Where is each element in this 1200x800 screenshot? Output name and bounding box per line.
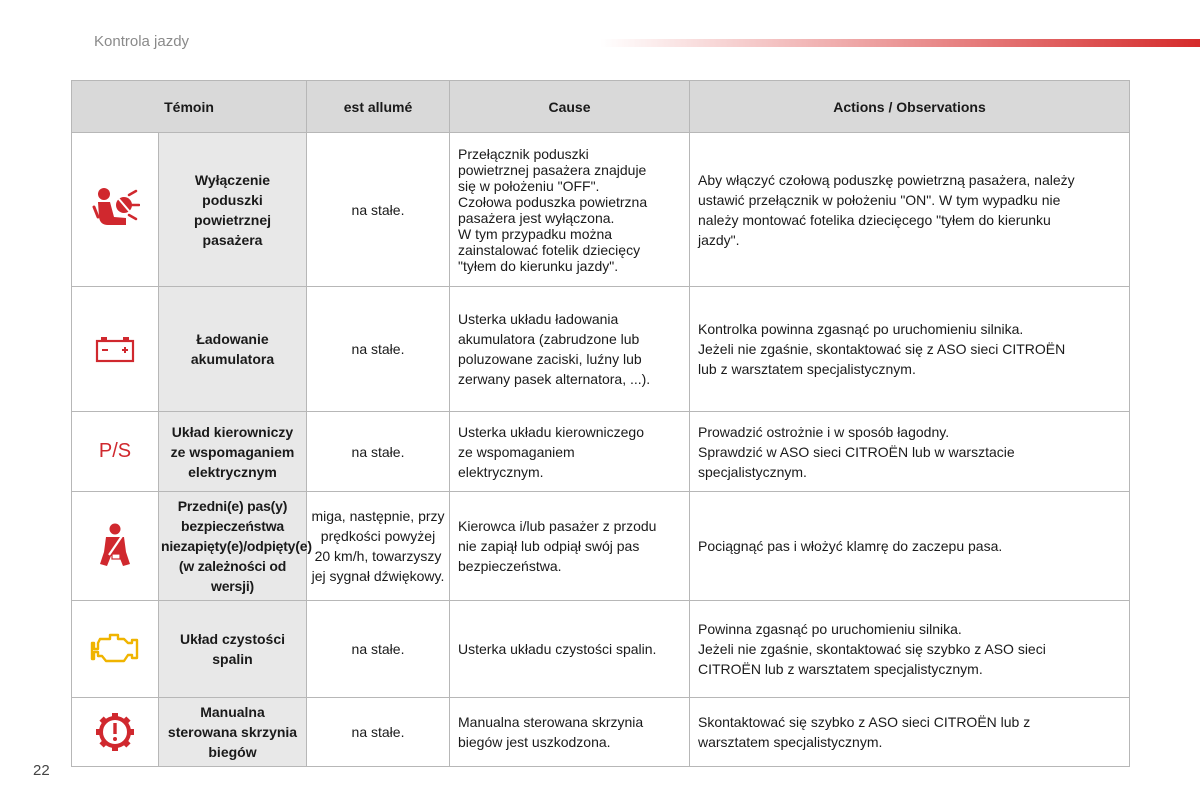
row-lit-status: na stałe. <box>307 412 450 492</box>
column-header-cause: Cause <box>450 81 690 133</box>
power-steering-icon: P/S <box>98 440 132 462</box>
column-header-est-allume: est allumé <box>307 81 450 133</box>
name-line: bezpieczeństwa <box>180 518 284 534</box>
row-name: Wyłączenie poduszki powietrznej pasażera <box>159 133 307 287</box>
table-row <box>72 287 1130 412</box>
lit-line: jej sygnał dźwiękowy. <box>311 568 445 584</box>
icon-cell <box>72 601 159 698</box>
table-row <box>72 698 1130 767</box>
cause-line: bezpieczeństwa. <box>458 558 562 574</box>
icon-cell <box>72 698 159 767</box>
icon-cell <box>72 492 159 601</box>
row-name: Układ kierowniczy ze wspomaganiem elektrycznym <box>159 412 307 492</box>
cause-line: Przełącznik poduszki <box>458 145 589 162</box>
table-row <box>72 412 1130 492</box>
table-row <box>72 601 1130 698</box>
action-line: Prowadzić ostrożnie i w sposób łagodny. <box>698 423 950 440</box>
cause-line: zerwany pasek alternatora, ...). <box>458 371 651 387</box>
name-line: (w zależności od wersji) <box>178 558 287 594</box>
action-line: specjalistycznym. <box>698 463 807 480</box>
action-line: lub z warsztatem specjalistycznym. <box>698 361 916 377</box>
action-line: Powinna zgasnąć po uruchomieniu silnika. <box>698 621 962 637</box>
row-name <box>159 492 312 601</box>
engine-check-icon <box>90 631 140 667</box>
header-accent-bar <box>600 39 1200 47</box>
row-lit-status: na stałe. <box>307 133 450 287</box>
cause-line: Usterka układu czystości spalin. <box>458 641 657 657</box>
cause-line: powietrznej pasażera znajduje <box>458 161 647 178</box>
cause-line: biegów jest uszkodzona. <box>458 734 611 750</box>
row-lit-status: na stałe. <box>307 287 450 412</box>
icon-cell <box>72 133 159 287</box>
lit-line: 20 km/h, towarzyszy <box>314 548 442 564</box>
row-cause <box>450 601 690 698</box>
icon-cell <box>72 412 159 492</box>
action-line: Skontaktować się szybko z ASO sieci CITROËN lub z <box>698 714 1031 730</box>
name-line: Przedni(e) pas(y) <box>177 498 288 514</box>
action-line: Aby włączyć czołową poduszkę powietrzną pasażera, należy <box>698 171 1075 188</box>
cause-line: pasażera jest wyłączona. <box>458 209 615 226</box>
section-title: Kontrola jazdy <box>94 33 190 50</box>
cause-line: ze wspomaganiem <box>458 443 575 460</box>
row-actions <box>690 698 1130 767</box>
column-header-actions: Actions / Observations <box>690 81 1130 133</box>
seatbelt-icon <box>95 522 135 570</box>
cause-line: nie zapiął lub odpiął swój pas <box>458 538 640 554</box>
action-line: Kontrolka powinna zgasnąć po uruchomieniu silnika. <box>698 321 1024 337</box>
table-row <box>72 133 1130 287</box>
cause-line: Usterka układu ładowania <box>458 311 619 327</box>
warning-lights-table <box>71 80 1130 767</box>
action-line: jazdy". <box>698 231 740 248</box>
row-cause <box>450 412 690 492</box>
lit-line: miga, następnie, przy <box>311 508 445 524</box>
row-lit-status <box>307 492 450 601</box>
gearbox-fault-icon <box>95 712 135 752</box>
action-line: CITROËN lub z warsztatem specjalistycznym. <box>698 661 983 677</box>
cause-line: "tyłem do kierunku jazdy". <box>458 257 619 274</box>
row-name: Układ czystości spalin <box>159 601 307 698</box>
action-line: Pociągnąć pas i włożyć klamrę do zaczepu pasa. <box>698 538 1003 554</box>
row-name: Ładowanie akumulatora <box>159 287 307 412</box>
cause-line: akumulatora (zabrudzone lub <box>458 331 640 347</box>
row-lit-status: na stałe. <box>307 698 450 767</box>
cause-line: Usterka układu kierowniczego <box>458 423 644 440</box>
action-line: należy montować fotelika dziecięcego "tyłem do kierunku <box>698 211 1051 228</box>
cause-line: Czołowa poduszka powietrzna <box>458 193 648 210</box>
cause-line: Kierowca i/lub pasażer z przodu <box>458 518 657 534</box>
row-cause <box>450 287 690 412</box>
column-header-temoin: Témoin <box>72 81 307 133</box>
cause-line: poluzowane zaciski, luźny lub <box>458 351 642 367</box>
row-cause <box>450 698 690 767</box>
battery-icon <box>95 335 135 363</box>
icon-cell <box>72 287 159 412</box>
row-actions <box>690 492 1130 601</box>
row-actions <box>690 601 1130 698</box>
action-line: Jeżeli nie zgaśnie, skontaktować się szybko z ASO sieci <box>698 641 1046 657</box>
row-lit-status: na stałe. <box>307 601 450 698</box>
row-actions <box>690 287 1130 412</box>
page-number: 22 <box>33 762 50 779</box>
cause-line: elektrycznym. <box>458 463 544 480</box>
table-row <box>72 492 1130 601</box>
airbag-off-icon <box>90 185 140 235</box>
table-header-row <box>72 81 1130 133</box>
cause-line: się w położeniu "OFF". <box>458 177 600 194</box>
row-cause <box>450 133 690 287</box>
action-line: ustawić przełącznik w położeniu "ON". W tym wypadku nie <box>698 191 1061 208</box>
row-cause <box>450 492 690 601</box>
action-line: Sprawdzić w ASO sieci CITROËN lub w warsztacie <box>698 443 1015 460</box>
row-actions <box>690 133 1130 287</box>
row-name: Manualna sterowana skrzynia biegów <box>159 698 307 767</box>
name-line: niezapięty(e)/odpięty(e) <box>161 538 312 554</box>
cause-line: Manualna sterowana skrzynia <box>458 714 644 730</box>
lit-line: prędkości powyżej <box>320 528 436 544</box>
row-actions <box>690 412 1130 492</box>
cause-line: zainstalować fotelik dziecięcy <box>458 241 641 258</box>
action-line: warsztatem specjalistycznym. <box>698 734 883 750</box>
action-line: Jeżeli nie zgaśnie, skontaktować się z ASO sieci CITROËN <box>698 341 1066 357</box>
cause-line: W tym przypadku można <box>458 225 613 242</box>
